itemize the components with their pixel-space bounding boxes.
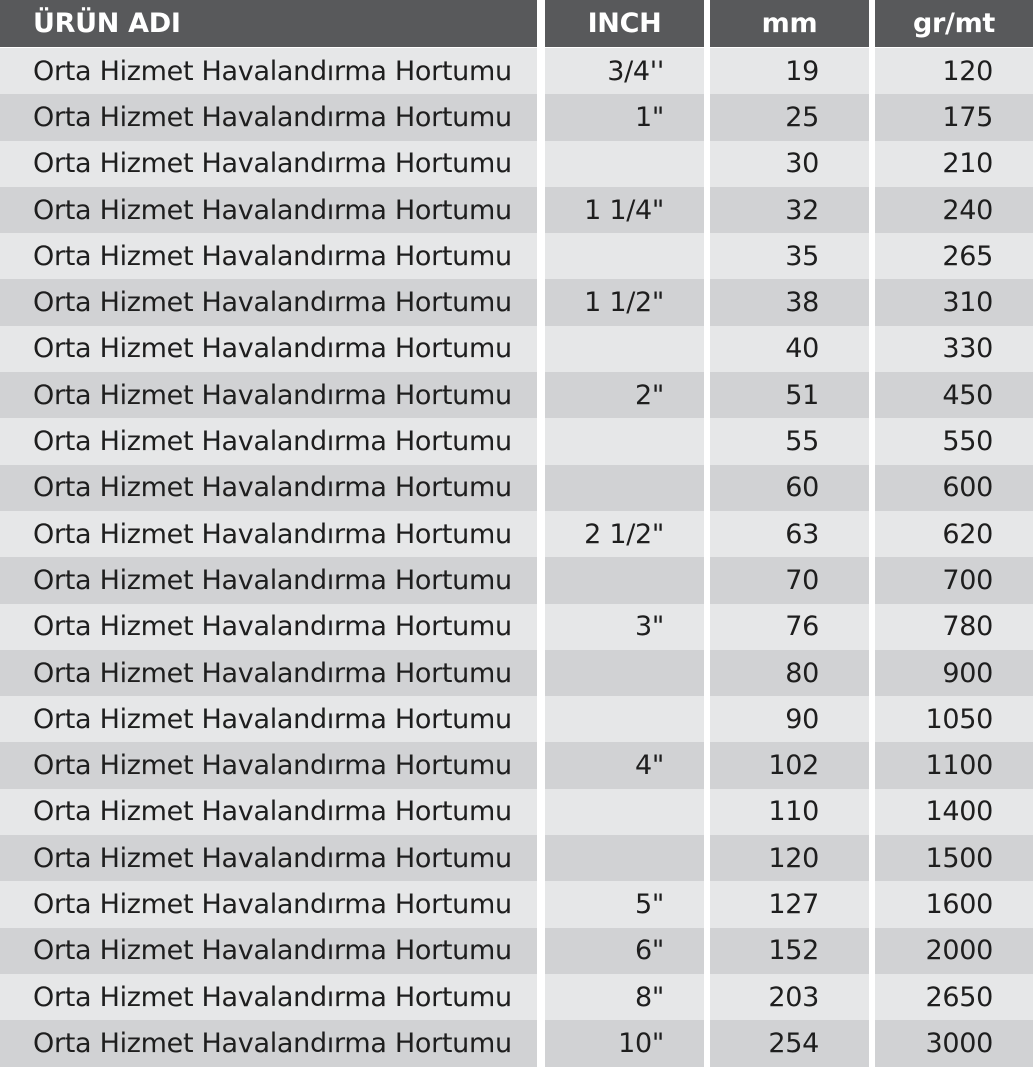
cell-mm: 127 <box>710 881 869 927</box>
cell-mm: 90 <box>710 696 869 742</box>
cell-inch: 3/4'' <box>545 48 704 94</box>
table-row <box>0 141 1033 187</box>
cell-gr-mt: 1600 <box>875 881 1033 927</box>
cell-inch <box>545 418 704 464</box>
header-gr-mt: gr/mt <box>875 0 1033 47</box>
cell-inch: 5" <box>545 881 704 927</box>
cell-inch <box>545 326 704 372</box>
cell-gr-mt: 210 <box>875 141 1033 187</box>
cell-product-name: Orta Hizmet Havalandırma Hortumu <box>0 650 537 696</box>
cell-gr-mt: 2650 <box>875 974 1033 1020</box>
cell-inch: 10" <box>545 1020 704 1066</box>
table-row <box>0 881 1033 927</box>
cell-mm: 60 <box>710 465 869 511</box>
header-mm: mm <box>710 0 869 47</box>
cell-gr-mt: 600 <box>875 465 1033 511</box>
table-row <box>0 974 1033 1020</box>
cell-inch: 3" <box>545 604 704 650</box>
cell-mm: 80 <box>710 650 869 696</box>
cell-mm: 76 <box>710 604 869 650</box>
cell-product-name: Orta Hizmet Havalandırma Hortumu <box>0 418 537 464</box>
table-row <box>0 511 1033 557</box>
table-row <box>0 835 1033 881</box>
cell-mm: 38 <box>710 279 869 325</box>
cell-gr-mt: 265 <box>875 233 1033 279</box>
cell-mm: 40 <box>710 326 869 372</box>
table-row <box>0 742 1033 788</box>
cell-product-name: Orta Hizmet Havalandırma Hortumu <box>0 465 537 511</box>
cell-inch <box>545 789 704 835</box>
table-row <box>0 604 1033 650</box>
table-row <box>0 372 1033 418</box>
cell-inch: 1 1/4" <box>545 187 704 233</box>
cell-mm: 203 <box>710 974 869 1020</box>
cell-gr-mt: 1400 <box>875 789 1033 835</box>
cell-product-name: Orta Hizmet Havalandırma Hortumu <box>0 974 537 1020</box>
cell-mm: 63 <box>710 511 869 557</box>
cell-gr-mt: 1500 <box>875 835 1033 881</box>
cell-mm: 152 <box>710 928 869 974</box>
table-row <box>0 187 1033 233</box>
cell-mm: 120 <box>710 835 869 881</box>
cell-product-name: Orta Hizmet Havalandırma Hortumu <box>0 141 537 187</box>
cell-inch: 8" <box>545 974 704 1020</box>
cell-mm: 55 <box>710 418 869 464</box>
cell-product-name: Orta Hizmet Havalandırma Hortumu <box>0 742 537 788</box>
cell-mm: 51 <box>710 372 869 418</box>
cell-inch <box>545 650 704 696</box>
table-row <box>0 233 1033 279</box>
cell-inch: 4" <box>545 742 704 788</box>
cell-inch <box>545 465 704 511</box>
table-row <box>0 928 1033 974</box>
cell-product-name: Orta Hizmet Havalandırma Hortumu <box>0 511 537 557</box>
cell-mm: 110 <box>710 789 869 835</box>
cell-gr-mt: 120 <box>875 48 1033 94</box>
cell-mm: 19 <box>710 48 869 94</box>
cell-product-name: Orta Hizmet Havalandırma Hortumu <box>0 279 537 325</box>
table-row <box>0 696 1033 742</box>
table-row <box>0 557 1033 603</box>
cell-product-name: Orta Hizmet Havalandırma Hortumu <box>0 48 537 94</box>
cell-gr-mt: 1050 <box>875 696 1033 742</box>
cell-gr-mt: 550 <box>875 418 1033 464</box>
cell-gr-mt: 700 <box>875 557 1033 603</box>
cell-product-name: Orta Hizmet Havalandırma Hortumu <box>0 789 537 835</box>
cell-mm: 25 <box>710 94 869 140</box>
table-row <box>0 48 1033 94</box>
table-row <box>0 1020 1033 1066</box>
cell-gr-mt: 2000 <box>875 928 1033 974</box>
cell-inch <box>545 696 704 742</box>
table-row <box>0 94 1033 140</box>
table-row <box>0 326 1033 372</box>
cell-inch <box>545 557 704 603</box>
cell-gr-mt: 175 <box>875 94 1033 140</box>
cell-product-name: Orta Hizmet Havalandırma Hortumu <box>0 835 537 881</box>
cell-gr-mt: 1100 <box>875 742 1033 788</box>
cell-mm: 70 <box>710 557 869 603</box>
cell-gr-mt: 780 <box>875 604 1033 650</box>
cell-gr-mt: 330 <box>875 326 1033 372</box>
cell-product-name: Orta Hizmet Havalandırma Hortumu <box>0 604 537 650</box>
cell-inch: 1 1/2" <box>545 279 704 325</box>
cell-product-name: Orta Hizmet Havalandırma Hortumu <box>0 372 537 418</box>
cell-inch: 2 1/2" <box>545 511 704 557</box>
cell-gr-mt: 310 <box>875 279 1033 325</box>
table-row <box>0 650 1033 696</box>
table-row <box>0 418 1033 464</box>
cell-product-name: Orta Hizmet Havalandırma Hortumu <box>0 557 537 603</box>
cell-product-name: Orta Hizmet Havalandırma Hortumu <box>0 928 537 974</box>
table-header-row <box>0 0 1033 47</box>
cell-mm: 32 <box>710 187 869 233</box>
cell-inch <box>545 835 704 881</box>
cell-gr-mt: 240 <box>875 187 1033 233</box>
cell-gr-mt: 3000 <box>875 1020 1033 1066</box>
cell-mm: 30 <box>710 141 869 187</box>
cell-product-name: Orta Hizmet Havalandırma Hortumu <box>0 94 537 140</box>
cell-product-name: Orta Hizmet Havalandırma Hortumu <box>0 187 537 233</box>
cell-gr-mt: 620 <box>875 511 1033 557</box>
cell-mm: 102 <box>710 742 869 788</box>
cell-product-name: Orta Hizmet Havalandırma Hortumu <box>0 326 537 372</box>
header-product-name: ÜRÜN ADI <box>0 0 537 47</box>
cell-inch: 2" <box>545 372 704 418</box>
table-row <box>0 465 1033 511</box>
cell-product-name: Orta Hizmet Havalandırma Hortumu <box>0 696 537 742</box>
cell-product-name: Orta Hizmet Havalandırma Hortumu <box>0 233 537 279</box>
table-row <box>0 789 1033 835</box>
cell-inch: 1" <box>545 94 704 140</box>
cell-inch <box>545 141 704 187</box>
table-body <box>0 48 1033 1067</box>
cell-mm: 35 <box>710 233 869 279</box>
table-row <box>0 279 1033 325</box>
cell-inch <box>545 233 704 279</box>
header-inch: INCH <box>545 0 704 47</box>
cell-inch: 6" <box>545 928 704 974</box>
cell-mm: 254 <box>710 1020 869 1066</box>
cell-gr-mt: 900 <box>875 650 1033 696</box>
cell-product-name: Orta Hizmet Havalandırma Hortumu <box>0 1020 537 1066</box>
cell-gr-mt: 450 <box>875 372 1033 418</box>
cell-product-name: Orta Hizmet Havalandırma Hortumu <box>0 881 537 927</box>
